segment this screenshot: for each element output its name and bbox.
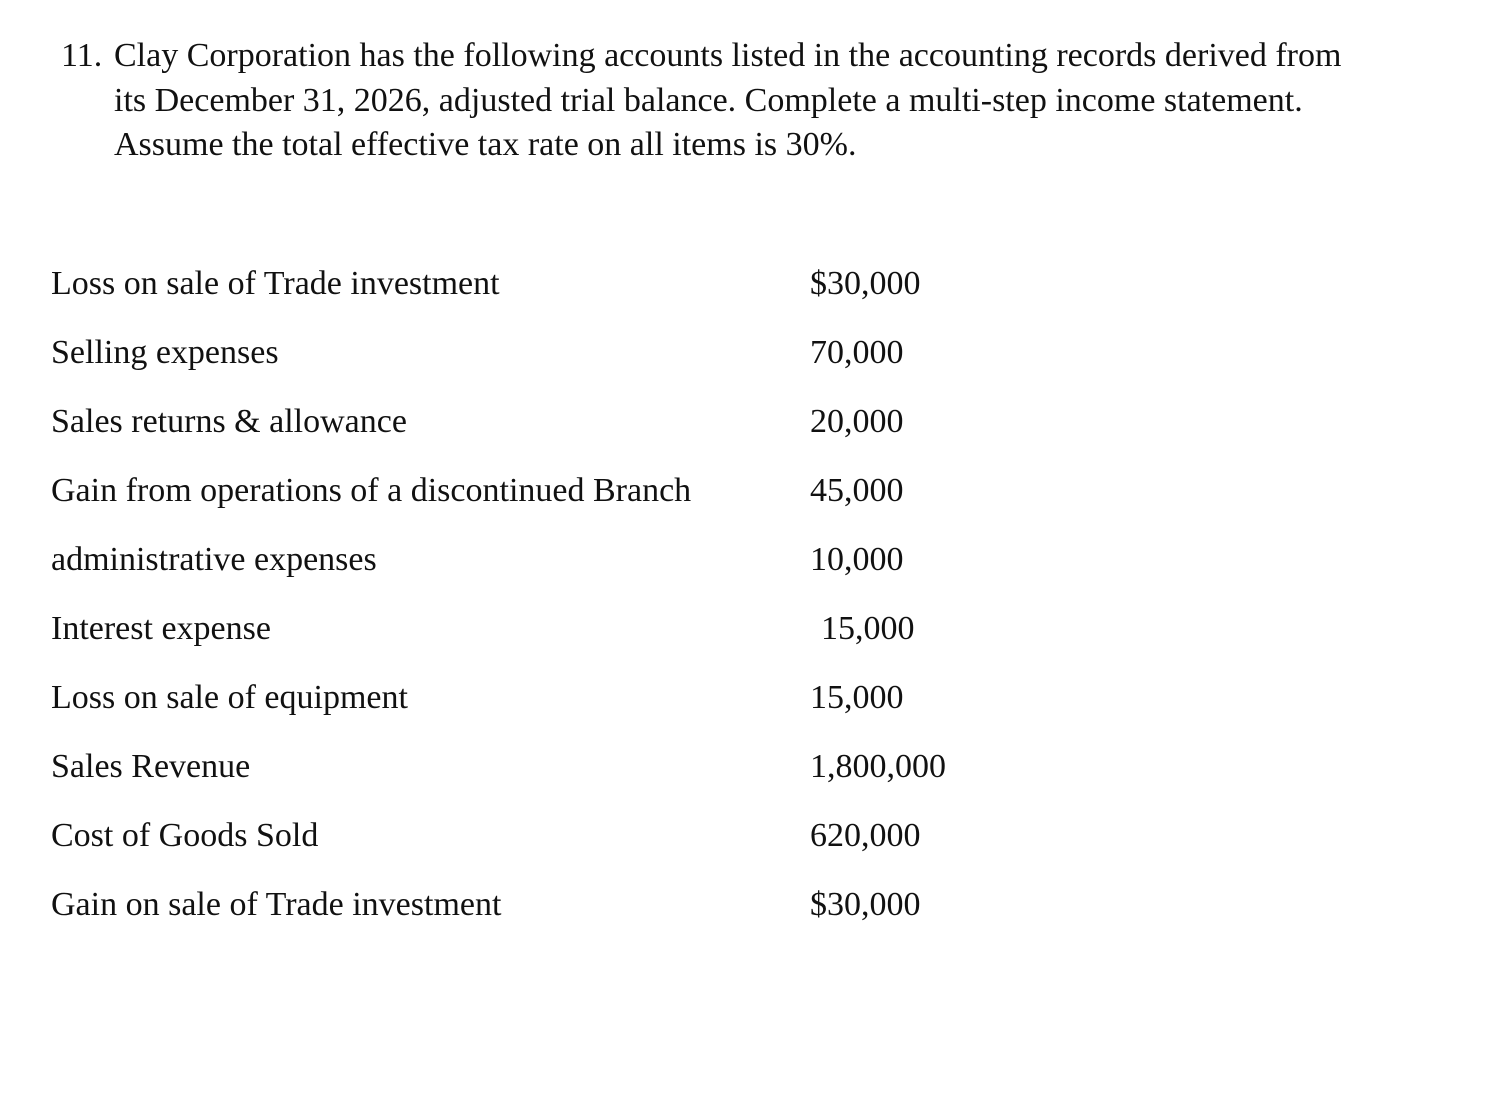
account-row xyxy=(51,816,1051,885)
account-row xyxy=(51,609,1051,678)
account-name: Sales returns & allowance xyxy=(51,403,407,440)
question-line-2: its December 31, 2026, adjusted trial balance. Complete a multi-step income statement. xyxy=(114,81,1303,119)
question-line-1-text: Clay Corporation has the following accounts listed in the accounting records derived from xyxy=(114,37,1342,74)
account-amount: 620,000 xyxy=(810,817,921,854)
account-row xyxy=(51,333,1051,402)
question-number: 11. xyxy=(61,37,103,74)
account-name: administrative expenses xyxy=(51,541,377,578)
account-amount: 45,000 xyxy=(810,472,904,509)
account-name: Loss on sale of equipment xyxy=(51,679,408,716)
question-line-1 xyxy=(61,34,1461,79)
account-name: Cost of Goods Sold xyxy=(51,817,319,854)
account-amount: 15,000 xyxy=(810,679,904,716)
question-line-3: Assume the total effective tax rate on all items is 30%. xyxy=(114,126,857,163)
account-amount: 1,800,000 xyxy=(810,748,946,785)
account-name: Selling expenses xyxy=(51,334,279,371)
account-amount: $30,000 xyxy=(810,886,921,923)
account-row xyxy=(51,471,1051,540)
account-name: Sales Revenue xyxy=(51,748,251,785)
account-row xyxy=(51,678,1051,747)
account-row xyxy=(51,402,1051,471)
account-row xyxy=(51,264,1051,333)
account-row xyxy=(51,885,1051,954)
question-text xyxy=(61,34,1461,168)
account-amount: 20,000 xyxy=(810,403,904,440)
account-amount: $30,000 xyxy=(810,265,921,302)
account-name: Loss on sale of Trade investment xyxy=(51,265,500,302)
account-name: Gain from operations of a discontinued Branch xyxy=(51,472,692,509)
account-amount: 70,000 xyxy=(810,334,904,371)
account-name: Gain on sale of Trade investment xyxy=(51,886,502,923)
account-name: Interest expense xyxy=(51,610,271,647)
account-amount: 10,000 xyxy=(810,541,904,578)
account-row xyxy=(51,747,1051,816)
accounts-list xyxy=(51,264,1051,954)
account-amount: 15,000 xyxy=(821,610,915,647)
account-row xyxy=(51,540,1051,609)
